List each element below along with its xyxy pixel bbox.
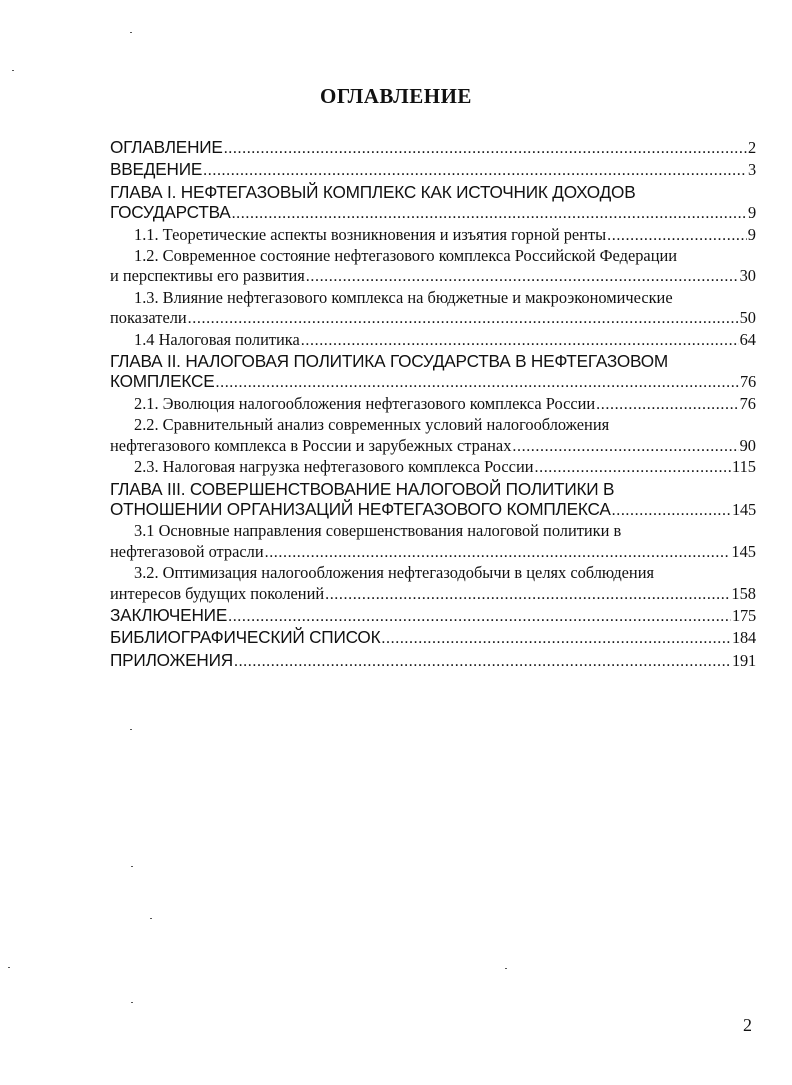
toc-entry-title: интересов будущих поколений	[110, 583, 325, 603]
dot-leader	[596, 395, 738, 415]
toc-entry-title: нефтегазового комплекса в России и зарубежных странах	[110, 435, 512, 455]
toc-entry-page: 191	[732, 650, 756, 670]
dot-leader	[325, 585, 730, 605]
dot-leader	[306, 267, 739, 287]
dot-leader	[232, 204, 747, 224]
toc-entry-section-1-1[interactable]	[110, 225, 756, 246]
page-number: 2	[743, 1015, 752, 1035]
toc-entry-chapter-2[interactable]	[110, 351, 756, 394]
toc-entry-page: 90	[739, 435, 756, 455]
toc-entry-page: 115	[732, 457, 756, 477]
toc-entry-appendices[interactable]	[110, 650, 756, 672]
toc-entry-title-lead: 2.2. Сравнительный анализ современных условий налогообложения	[134, 415, 610, 435]
toc-entry-title-lead: ГЛАВА II. НАЛОГОВАЯ ПОЛИТИКА ГОСУДАРСТВА В НЕФТЕГАЗОВОМ	[110, 351, 669, 372]
toc-entry-page: 30	[739, 266, 756, 286]
dot-leader	[234, 652, 731, 672]
toc-entry-title: и перспективы его развития	[110, 266, 305, 286]
toc-entry-page: 3	[748, 160, 756, 180]
toc-entry-title: показатели	[110, 308, 187, 328]
toc-entry-title: ОТНОШЕНИИ ОРГАНИЗАЦИЙ НЕФТЕГАЗОВОГО КОМПЛЕКСА	[110, 498, 611, 519]
toc-entry-page: 145	[732, 499, 756, 519]
toc-entry-title: нефтегазовой отрасли	[110, 541, 264, 561]
toc-entry-page: 76	[740, 372, 756, 392]
scan-speck	[130, 729, 132, 730]
toc-entry-section-3-1[interactable]	[110, 521, 756, 563]
toc-entry-page: 158	[731, 583, 756, 603]
scan-speck	[130, 32, 132, 33]
dot-leader	[188, 309, 739, 329]
dot-leader	[301, 331, 739, 351]
dot-leader	[381, 629, 731, 649]
toc-entry-introduction[interactable]	[110, 159, 756, 181]
toc-entry-title: 1.1. Теоретические аспекты возникновения и изъятия горной ренты	[134, 224, 607, 244]
toc-entry-section-3-2[interactable]	[110, 563, 756, 605]
toc-entry-title-lead: 1.2. Современное состояние нефтегазового комплекса Российской Федерации	[134, 246, 678, 266]
dot-leader	[216, 373, 740, 393]
toc-entry-section-2-1[interactable]	[110, 394, 756, 415]
toc-entry-page: 9	[748, 203, 756, 223]
toc-entry-title: ОГЛАВЛЕНИЕ	[110, 137, 223, 157]
toc-entry-title-lead: ГЛАВА III. СОВЕРШЕНСТВОВАНИЕ НАЛОГОВОЙ ПОЛИТИКИ В	[110, 478, 615, 499]
toc-entry-title: 1.4 Налоговая политика	[134, 329, 300, 349]
toc-entry-page: 184	[732, 628, 756, 648]
toc-entry-conclusion[interactable]	[110, 605, 756, 627]
dot-leader	[512, 437, 738, 457]
toc-entry-title: КОМПЛЕКСЕ	[110, 371, 215, 392]
toc-entry-section-2-3[interactable]	[110, 457, 756, 478]
toc-entry-page: 2	[748, 138, 756, 157]
toc-entry-title: ПРИЛОЖЕНИЯ	[110, 649, 233, 670]
toc-entry-title: БИБЛИОГРАФИЧЕСКИЙ СПИСОК	[110, 627, 381, 648]
scan-speck	[505, 968, 507, 969]
table-of-contents	[110, 137, 756, 672]
toc-entry-contents[interactable]	[110, 137, 756, 159]
dot-leader	[535, 458, 732, 478]
dot-leader	[203, 161, 747, 181]
toc-entry-section-1-2[interactable]	[110, 246, 756, 288]
toc-entry-bibliography[interactable]	[110, 627, 756, 649]
dot-leader	[612, 501, 731, 521]
toc-entry-title-lead: 1.3. Влияние нефтегазового комплекса на бюджетные и макроэкономические	[134, 287, 673, 307]
toc-entry-section-1-3[interactable]	[110, 288, 756, 330]
scan-speck	[8, 967, 10, 968]
toc-entry-section-1-4[interactable]	[110, 330, 756, 351]
toc-entry-page: 9	[747, 224, 756, 244]
toc-entry-chapter-3[interactable]	[110, 479, 756, 522]
dot-leader	[224, 139, 747, 159]
toc-entry-page: 145	[731, 541, 756, 561]
toc-entry-title-lead: ГЛАВА I. НЕФТЕГАЗОВЫЙ КОМПЛЕКС КАК ИСТОЧНИК ДОХОДОВ	[110, 181, 636, 202]
toc-entry-title: ВВЕДЕНИЕ	[110, 159, 203, 180]
dot-leader	[607, 226, 747, 246]
scan-speck	[131, 1002, 133, 1003]
dot-leader	[265, 543, 731, 563]
toc-entry-page: 76	[739, 393, 756, 413]
dot-leader	[228, 607, 731, 627]
scan-speck	[131, 866, 133, 867]
toc-entry-section-2-2[interactable]	[110, 415, 756, 457]
toc-entry-title: 2.1. Эволюция налогообложения нефтегазового комплекса России	[134, 393, 596, 413]
toc-entry-chapter-1[interactable]	[110, 182, 756, 225]
toc-entry-page: 64	[739, 329, 756, 349]
scan-speck	[12, 70, 14, 71]
toc-entry-title: ГОСУДАРСТВА	[110, 202, 231, 223]
toc-entry-page: 175	[732, 605, 756, 625]
toc-entry-title-lead: 3.1 Основные направления совершенствования налоговой политики в	[134, 521, 622, 541]
toc-entry-page: 50	[739, 308, 756, 328]
toc-entry-title: 2.3. Налоговая нагрузка нефтегазового комплекса России	[134, 457, 534, 477]
toc-entry-title: ЗАКЛЮЧЕНИЕ	[110, 604, 228, 625]
scan-speck	[150, 918, 152, 919]
page-title: ОГЛАВЛЕНИЕ	[320, 84, 472, 108]
toc-entry-title-lead: 3.2. Оптимизация налогообложения нефтегазодобычи в целях соблюдения	[134, 563, 655, 583]
